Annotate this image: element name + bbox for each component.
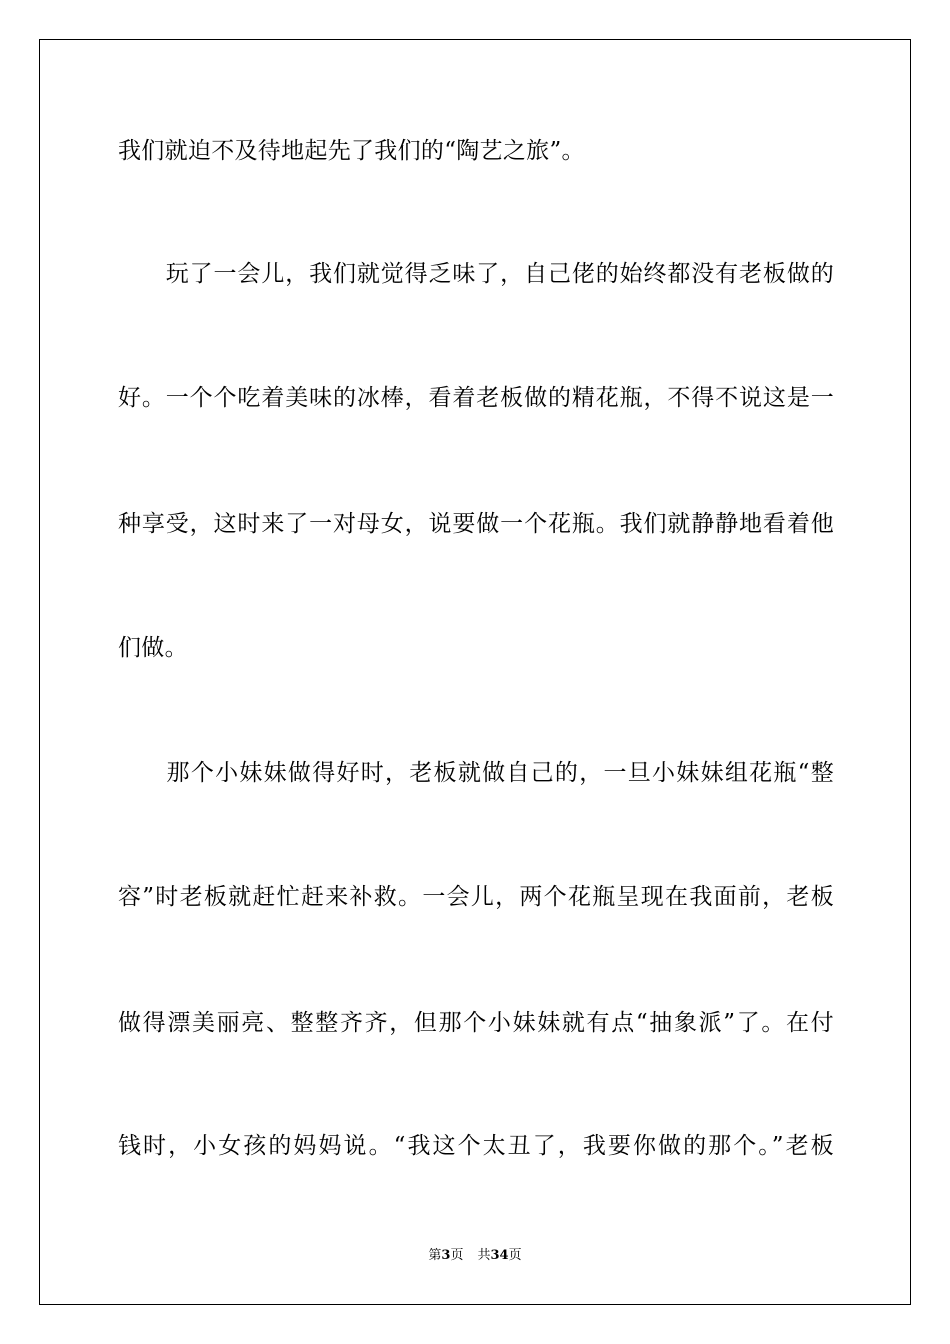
footer-total-suffix: 页 xyxy=(508,1248,522,1263)
text-line-9: 钱时，小女孩的妈妈说。“我这个太丑了，我要你做的那个。”老板 xyxy=(118,1133,834,1159)
footer-page-prefix: 第 xyxy=(428,1248,442,1263)
footer-total-prefix: 共 xyxy=(477,1248,491,1263)
text-line-7: 容”时老板就赶忙赶来补救。一会儿，两个花瓶呈现在我面前，老板 xyxy=(118,884,834,910)
footer-total-number: 34 xyxy=(490,1248,509,1263)
page-frame xyxy=(39,39,911,1305)
page-footer xyxy=(0,1248,950,1264)
footer-page-number: 3 xyxy=(441,1248,451,1263)
footer-page-suffix: 页 xyxy=(450,1248,464,1263)
text-line-3: 好。一个个吃着美味的冰棒，看着老板做的精花瓶，不得不说这是一 xyxy=(118,385,834,411)
text-line-1: 我们就迫不及待地起先了我们的“陶艺之旅”。 xyxy=(118,138,585,164)
text-line-5: 们做。 xyxy=(118,635,188,661)
text-line-4: 种享受，这时来了一对母女，说要做一个花瓶。我们就静静地看着他 xyxy=(118,511,834,537)
text-line-8: 做得漂美丽亮、整整齐齐，但那个小妹妹就有点“抽象派”了。在付 xyxy=(118,1010,834,1036)
text-line-6: 那个小妹妹做得好时，老板就做自己的，一旦小妹妹组花瓶“整 xyxy=(118,760,834,786)
text-line-2: 玩了一会儿，我们就觉得乏味了，自己佬的始终都没有老板做的 xyxy=(118,261,834,287)
